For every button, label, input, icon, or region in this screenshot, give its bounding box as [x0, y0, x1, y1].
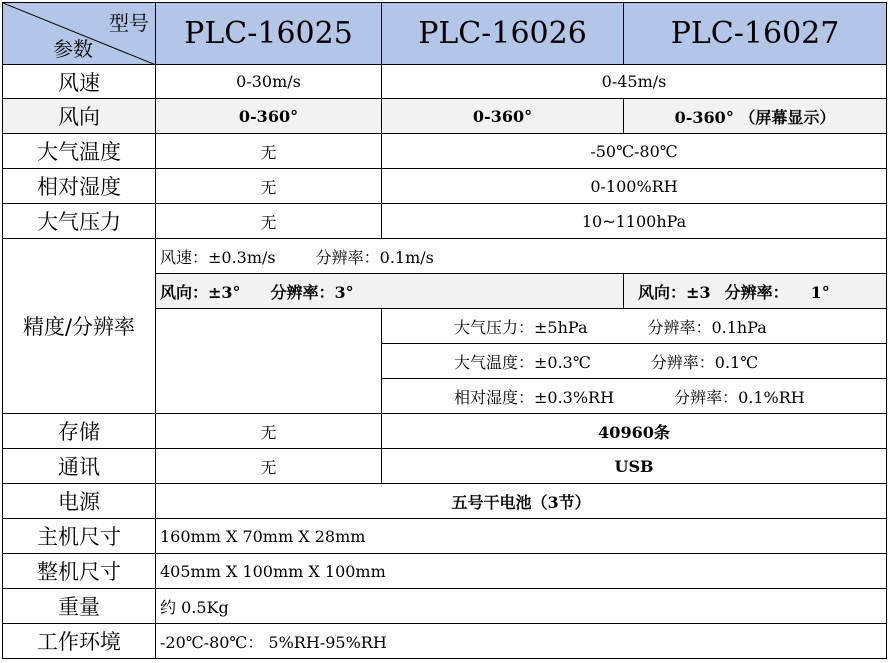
cell-wind-dir-16025: 0-360°	[156, 99, 382, 134]
row-label-environment: 工作环境	[3, 624, 156, 659]
row-label-full-size: 整机尺寸	[3, 554, 156, 589]
wind-dir3-resolution-value: 1°	[810, 282, 830, 302]
cell-host-size: 160mm X 70mm X 28mm	[156, 519, 887, 554]
cell-comm-16025: 无	[156, 449, 382, 484]
wind-speed-resolution: 分辨率：0.1m/s	[315, 247, 434, 267]
cell-wind-dir-16027: 0-360° （屏幕显示）	[624, 99, 887, 134]
cell-air-temp-16026-16027: -50℃-80℃	[382, 134, 887, 169]
cell-accuracy-temp	[382, 344, 887, 379]
cell-accuracy-pressure	[382, 309, 887, 344]
model-header-1: PLC-16025	[156, 3, 382, 65]
cell-storage-16025: 无	[156, 414, 382, 449]
row-label-pressure: 大气压力	[3, 204, 156, 239]
model-header-3: PLC-16027	[624, 3, 887, 65]
row-label-weight: 重量	[3, 589, 156, 624]
cell-accuracy-wind-speed	[156, 239, 887, 274]
cell-humidity-16025: 无	[156, 169, 382, 204]
cell-wind-dir-16026: 0-360°	[382, 99, 624, 134]
row-label-host-size: 主机尺寸	[3, 519, 156, 554]
cell-wind-speed-16025: 0-30m/s	[156, 65, 382, 99]
wind-dir-accuracy: 风向：±3°	[160, 282, 241, 302]
humidity-resolution: 分辨率：0.1%RH	[674, 387, 805, 407]
row-label-storage: 存储	[3, 414, 156, 449]
wind-dir3-resolution: 分辨率：	[724, 282, 789, 302]
cell-storage-16026-16027: 40960条	[382, 414, 887, 449]
wind-dir3-accuracy: 风向：±3	[638, 282, 711, 302]
wind-dir-resolution: 分辨率：3°	[270, 282, 354, 302]
cell-air-temp-16025: 无	[156, 134, 382, 169]
spec-table	[2, 2, 887, 659]
cell-comm-16026-16027: USB	[382, 449, 887, 484]
row-label-accuracy: 精度/分辨率	[3, 239, 156, 414]
cell-accuracy-wind-dir-16027	[624, 274, 887, 309]
cell-pressure-16025: 无	[156, 204, 382, 239]
pressure-resolution: 分辨率：0.1hPa	[647, 317, 767, 337]
corner-label-param: 参数	[53, 37, 93, 61]
humidity-accuracy: 相对湿度：±0.3%RH	[454, 387, 615, 407]
cell-humidity-16026-16027: 0-100%RH	[382, 169, 887, 204]
header-corner-cell	[3, 3, 156, 65]
model-header-2: PLC-16026	[382, 3, 624, 65]
cell-wind-speed-16026-16027: 0-45m/s	[382, 65, 887, 99]
cell-environment: -20℃-80℃： 5%RH-95%RH	[156, 624, 887, 659]
row-label-wind-direction: 风向	[3, 99, 156, 134]
cell-accuracy-humidity	[382, 379, 887, 414]
cell-power: 五号干电池（3节）	[156, 484, 887, 519]
temp-resolution: 分辨率：0.1℃	[650, 352, 759, 372]
corner-label-model: 型号	[109, 11, 149, 35]
cell-full-size: 405mm X 100mm X 100mm	[156, 554, 887, 589]
cell-weight: 约 0.5Kg	[156, 589, 887, 624]
temp-accuracy: 大气温度：±0.3℃	[454, 352, 591, 372]
cell-pressure-16026-16027: 10~1100hPa	[382, 204, 887, 239]
pressure-accuracy: 大气压力：±5hPa	[454, 317, 588, 337]
wind-speed-accuracy: 风速：±0.3m/s	[160, 247, 276, 267]
row-label-power: 电源	[3, 484, 156, 519]
cell-accuracy-16025-empty	[156, 309, 382, 414]
row-label-comm: 通讯	[3, 449, 156, 484]
row-label-humidity: 相对湿度	[3, 169, 156, 204]
row-label-wind-speed: 风速	[3, 65, 156, 99]
cell-accuracy-wind-dir-16025-16026	[156, 274, 624, 309]
row-label-air-temp: 大气温度	[3, 134, 156, 169]
